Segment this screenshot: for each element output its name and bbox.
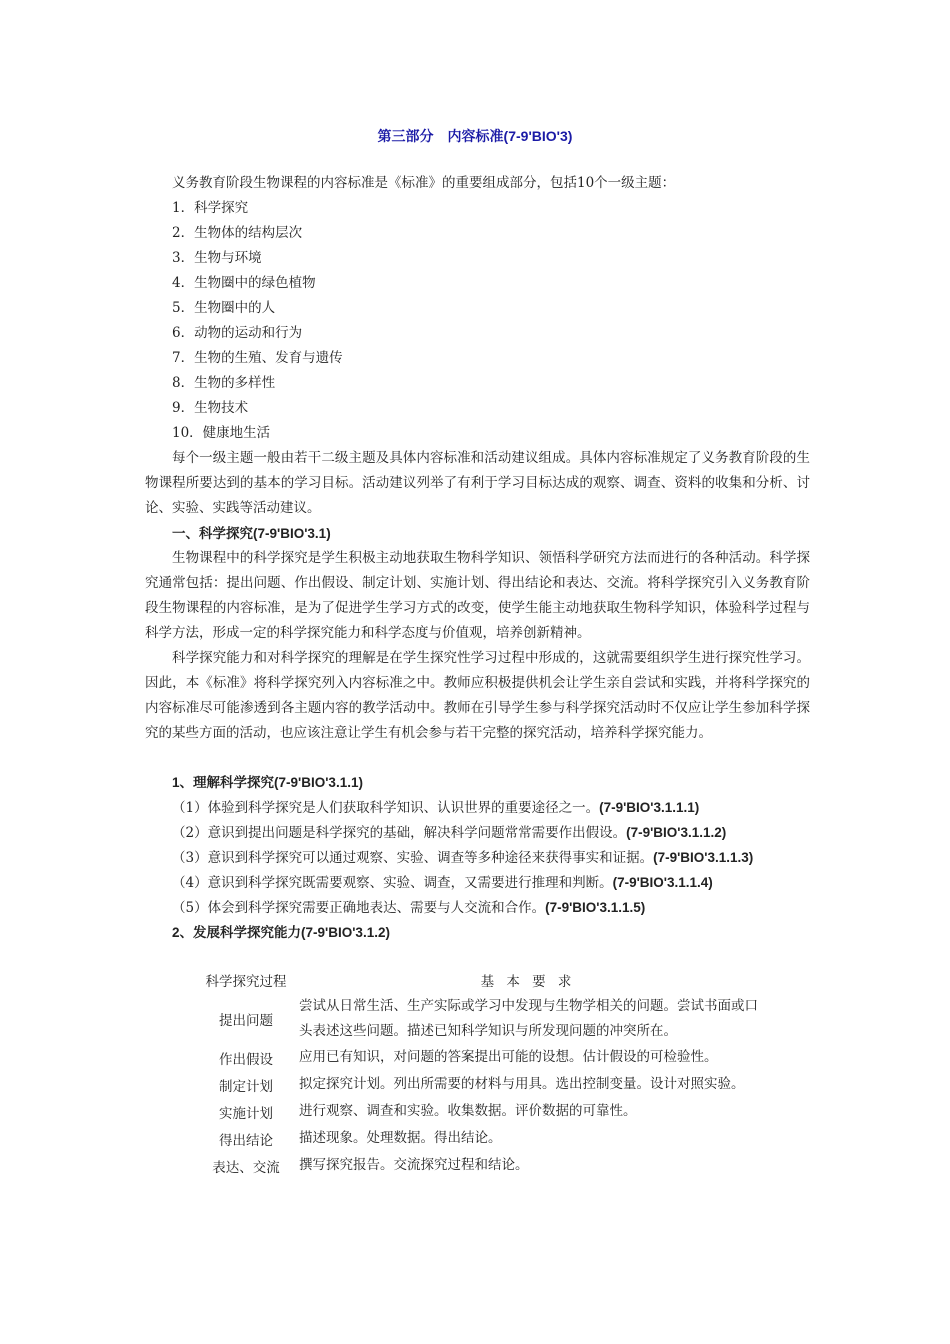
topic-item: 7．生物的生殖、发育与遗传 bbox=[172, 350, 343, 366]
section1-paragraph-2: 科学探究能力和对科学探究的理解是在学生探究性学习过程中形成的，这就需要组织学生进行探究性学习。因此，本《标准》将科学探究列入内容标准之中。教师应积极提供机会让学生亲自尝试和实践，并将科学探究的内容标准尽可能渗透到各主题内容的教学活动中。教师在引导学生参与科学探究活动时不仅应让学生参加科学探究的某些方面的活动，也应该注意让学生有机会参与若干完整的探究活动，培养科学探究能力。 bbox=[145, 650, 810, 741]
table-cell-step: 作出假设 bbox=[219, 1051, 273, 1068]
table-row bbox=[195, 1071, 759, 1098]
list-item bbox=[172, 845, 753, 871]
table-cell-desc: 尝试从日常生活、生产实际或学习中发现与生物学相关的问题。尝试书面或口头表述这些问题。描述已知科学知识与所发现问题的冲突所在。 bbox=[299, 998, 758, 1039]
list-item-text: （4）意识到科学探究既需要观察、实验、调查，又需要进行推理和判断。 bbox=[172, 875, 613, 891]
sub1-heading: 1、理解科学探究(7-9'BIO'3.1.1) bbox=[172, 775, 363, 790]
table-cell-step: 表达、交流 bbox=[212, 1159, 280, 1176]
list-item-text: （5）体会到科学探究需要正确地表达、需要与人交流和合作。 bbox=[172, 900, 546, 916]
table-cell-desc: 拟定探究计划。列出所需要的材料与用具。选出控制变量。设计对照实验。 bbox=[299, 1076, 745, 1092]
table-row bbox=[195, 1125, 759, 1152]
table-cell-desc: 进行观察、调查和实验。收集数据。评价数据的可靠性。 bbox=[299, 1103, 637, 1119]
list-item-text: （1）体验到科学探究是人们获取科学知识、认识世界的重要途径之一。 bbox=[172, 800, 600, 816]
table-cell-step: 得出结论 bbox=[219, 1132, 273, 1149]
topic-item: 10．健康地生活 bbox=[172, 425, 271, 441]
list-item-text: （2）意识到提出问题是科学探究的基础，解决科学问题常常需要作出假设。 bbox=[172, 825, 627, 841]
topic-item: 1．科学探究 bbox=[172, 200, 249, 216]
table-cell-desc: 应用已有知识，对问题的答案提出可能的设想。估计假设的可检验性。 bbox=[299, 1049, 718, 1065]
table-cell-step: 制定计划 bbox=[219, 1078, 273, 1095]
list-item-text: （3）意识到科学探究可以通过观察、实验、调查等多种途径来获得事实和证据。 bbox=[172, 850, 654, 866]
sub2-heading: 2、发展科学探究能力(7-9'BIO'3.1.2) bbox=[172, 925, 390, 940]
list-item-code: (7-9'BIO'3.1.1.2) bbox=[626, 825, 727, 840]
list-item-code: (7-9'BIO'3.1.1.4) bbox=[612, 875, 713, 890]
list-item bbox=[172, 795, 699, 821]
list-item bbox=[172, 895, 645, 921]
inquiry-requirements-table bbox=[195, 966, 759, 1179]
table-row bbox=[195, 1098, 759, 1125]
topic-item: 9．生物技术 bbox=[172, 400, 249, 416]
topic-item: 8．生物的多样性 bbox=[172, 375, 276, 391]
table-header-requirements: 基 本 要 求 bbox=[480, 974, 576, 990]
page-title: 第三部分 内容标准(7-9'BIO'3) bbox=[377, 128, 573, 144]
table-row bbox=[195, 994, 759, 1044]
list-item-code: (7-9'BIO'3.1.1.3) bbox=[653, 850, 754, 865]
table-cell-desc: 撰写探究报告。交流探究过程和结论。 bbox=[299, 1157, 529, 1173]
list-item-code: (7-9'BIO'3.1.1.5) bbox=[545, 900, 646, 915]
table-cell-step: 提出问题 bbox=[219, 1013, 273, 1029]
topic-item: 3．生物与环境 bbox=[172, 250, 262, 266]
table-row bbox=[195, 1152, 759, 1179]
section1-paragraph-1: 生物课程中的科学探究是学生积极主动地获取生物科学知识、领悟科学研究方法而进行的各种活动。科学探究通常包括：提出问题、作出假设、制定计划、实施计划、得出结论和表达、交流。将科学探究引入义务教育阶段生物课程的内容标准，是为了促进学生学习方式的改变，使学生能主动地获取生物科学知识，体验科学过程与科学方法，形成一定的科学探究能力和科学态度与价值观，培养创新精神。 bbox=[145, 550, 810, 641]
table-header-process: 科学探究过程 bbox=[205, 974, 287, 990]
topic-item: 2．生物体的结构层次 bbox=[172, 225, 303, 241]
table-row bbox=[195, 1044, 759, 1071]
list-item bbox=[172, 820, 726, 846]
structure-paragraph: 每个一级主题一般由若干二级主题及具体内容标准和活动建议组成。具体内容标准规定了义务教育阶段的生物课程所要达到的基本的学习目标。活动建议列举了有利于学习目标达成的观察、调查、资料的收集和分析、讨论、实验、实践等活动建议。 bbox=[145, 450, 810, 516]
list-item-code: (7-9'BIO'3.1.1.1) bbox=[599, 800, 700, 815]
table-cell-step: 实施计划 bbox=[219, 1105, 273, 1122]
list-item bbox=[172, 870, 713, 896]
topic-item: 4．生物圈中的绿色植物 bbox=[172, 275, 316, 291]
table-cell-desc: 描述现象。处理数据。得出结论。 bbox=[299, 1130, 502, 1146]
topic-item: 5．生物圈中的人 bbox=[172, 300, 276, 316]
section1-heading: 一、科学探究(7-9'BIO'3.1) bbox=[172, 526, 331, 541]
topic-item: 6．动物的运动和行为 bbox=[172, 325, 303, 341]
intro-text: 义务教育阶段生物课程的内容标准是《标准》的重要组成部分，包括10个一级主题： bbox=[172, 175, 676, 191]
table-header-row bbox=[195, 966, 759, 994]
